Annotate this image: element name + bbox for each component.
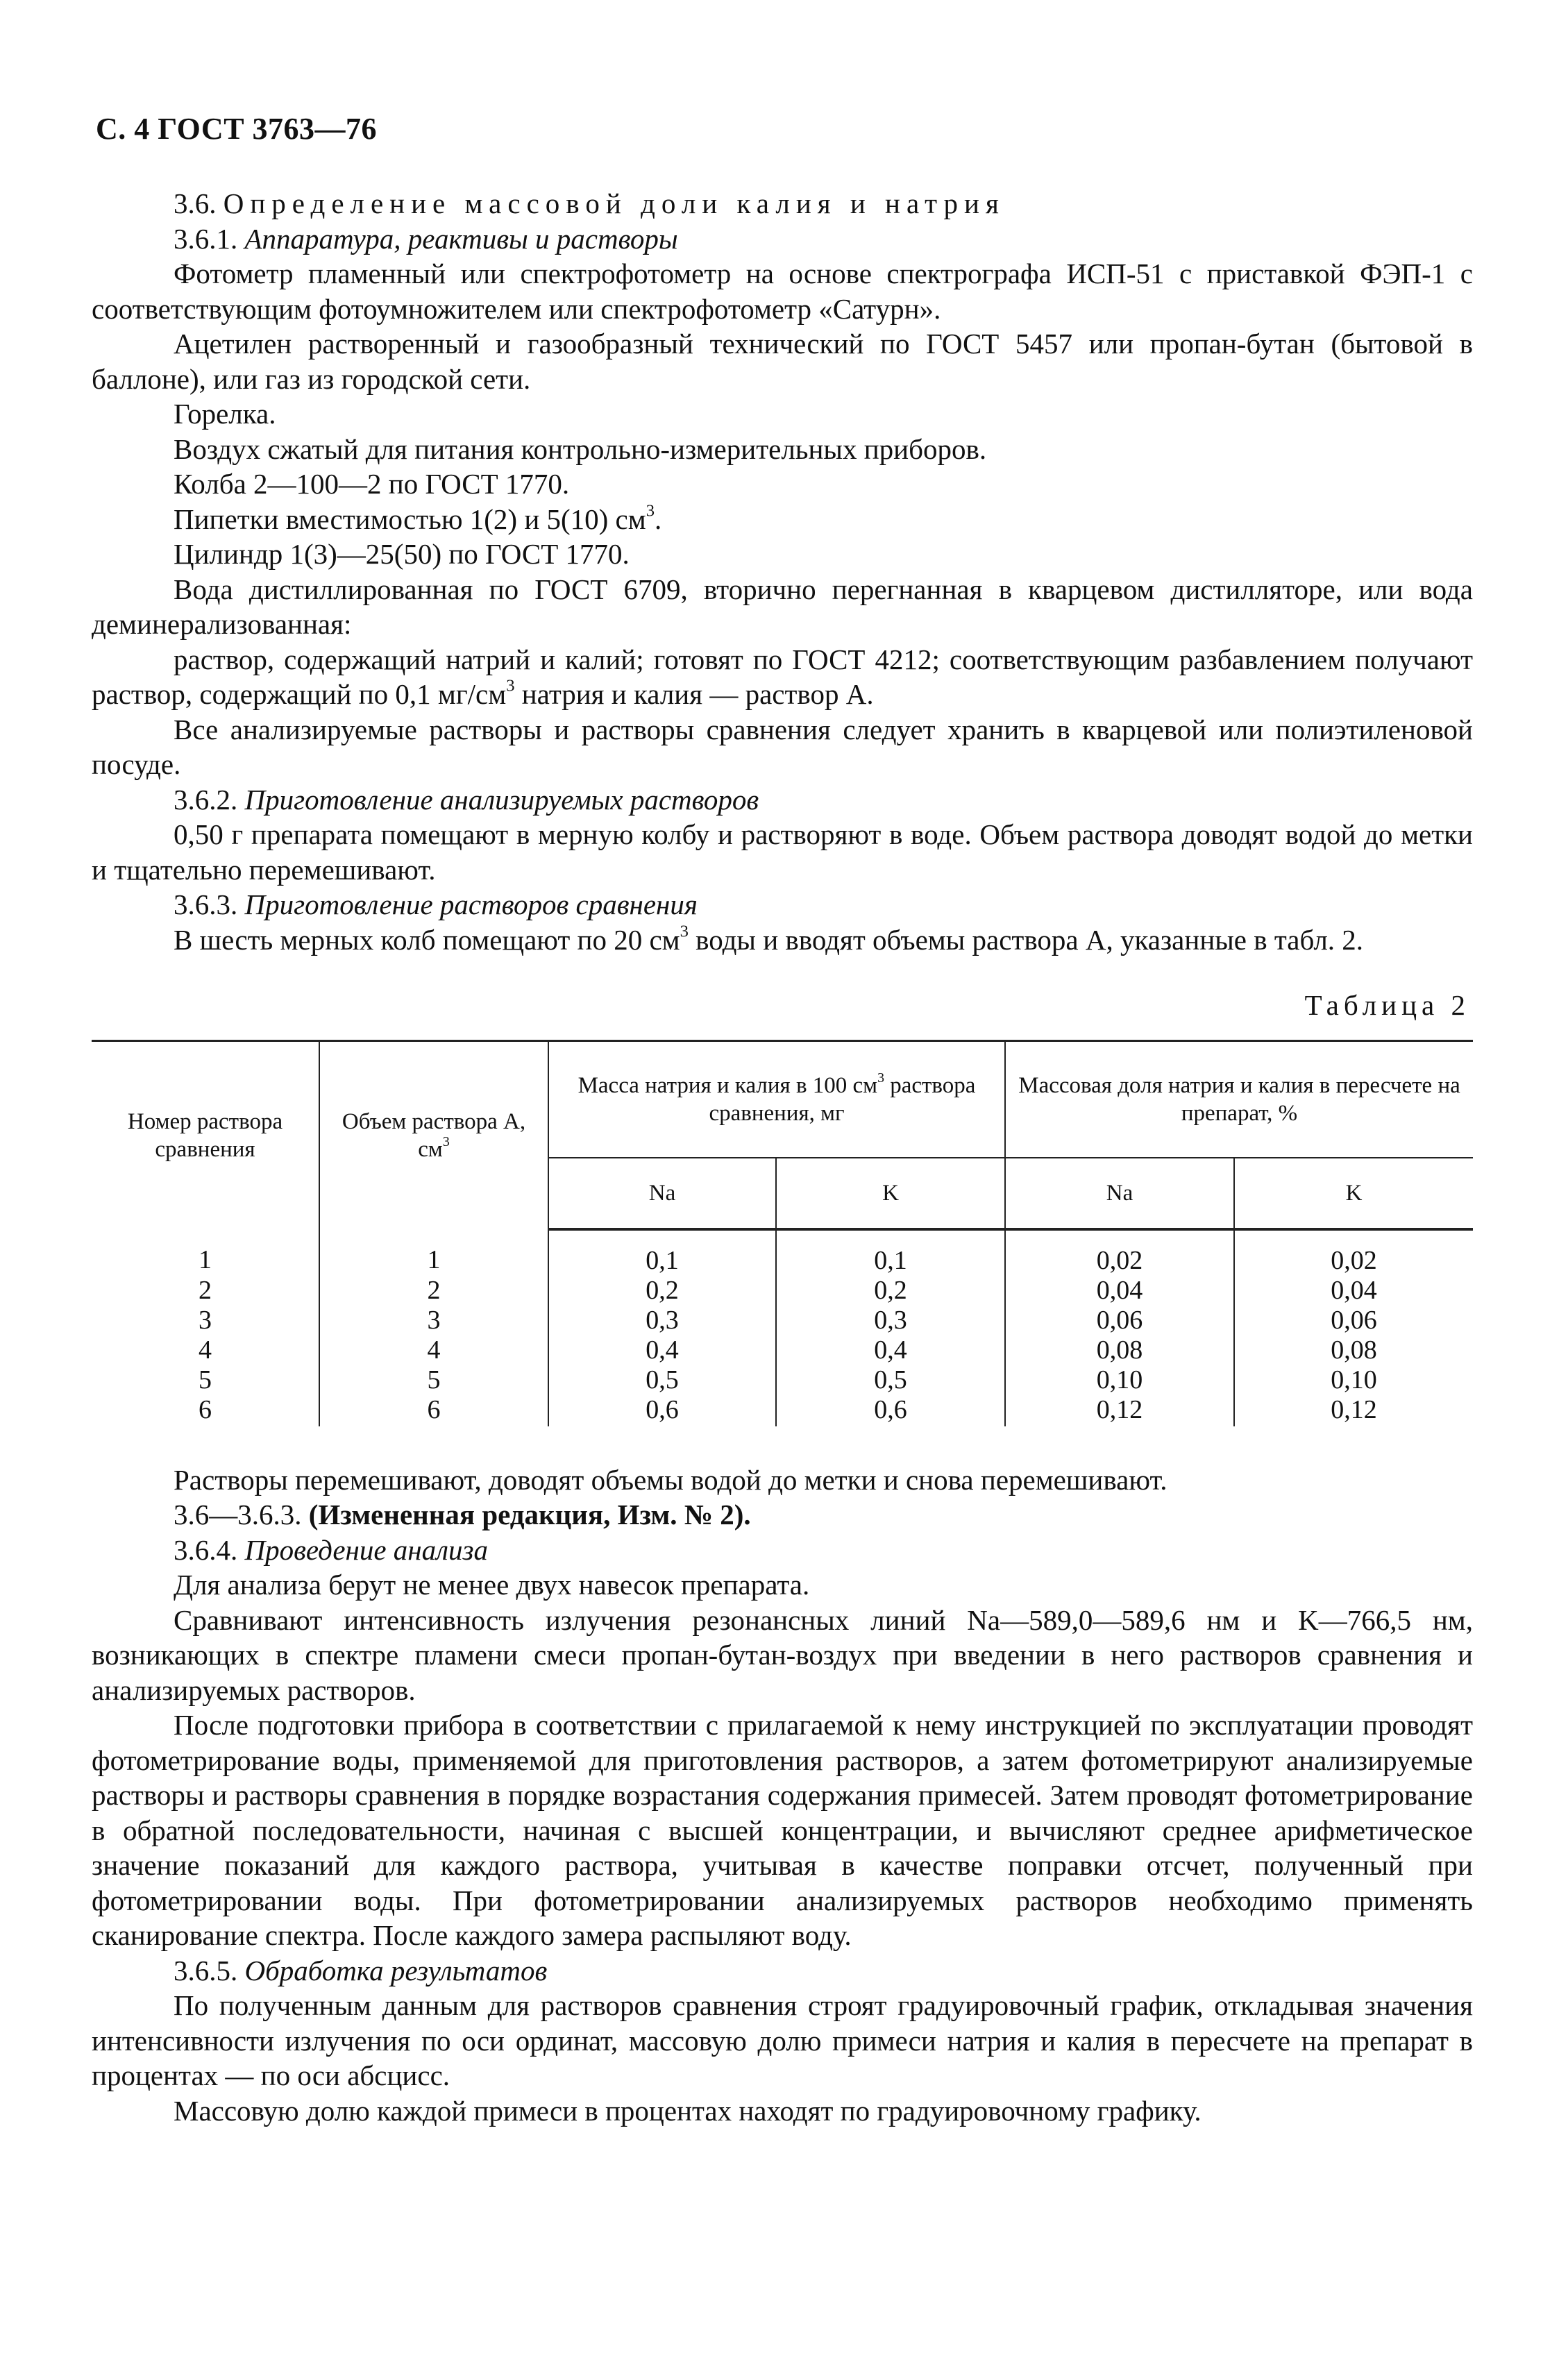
page-header: С. 4 ГОСТ 3763—76 xyxy=(96,112,378,146)
table-row xyxy=(92,1276,1473,1306)
pipettes-text: Пипетки вместимостью 1(2) и 5(10) см xyxy=(174,503,646,535)
edition-note xyxy=(92,1497,1473,1533)
paragraph: Массовую долю каждой примеси в процентах находят по градуировочному графику. xyxy=(174,2094,1202,2127)
col-header-number: Номер раствора сравнения xyxy=(92,1040,319,1229)
paragraph: Для анализа берут не менее двух навесок препарата. xyxy=(174,1569,810,1601)
subsection-heading-3-6-3 xyxy=(92,887,1473,922)
superscript: 3 xyxy=(646,501,655,521)
subsection-title: Приготовление растворов сравнения xyxy=(244,888,698,920)
section-heading xyxy=(92,186,1473,221)
table-cell: 0,04 xyxy=(1005,1276,1234,1306)
paragraph-pipettes xyxy=(92,502,1473,537)
col-header-volume xyxy=(319,1040,548,1229)
section-number: 3.6. xyxy=(174,187,217,219)
col-group-mass-text: Масса натрия и калия в 100 см xyxy=(578,1072,878,1098)
paragraph: Вода дистиллированная по ГОСТ 6709, вторично перегнанная в кварцевом дистилляторе, или вода деминерализованная: xyxy=(92,573,1473,640)
subsection-title: Приготовление анализируемых растворов xyxy=(244,783,759,816)
solution-text: раствор, содержащий натрий и калий; готовят по ГОСТ 4212; соответствующим разбавлением получают раствор, содержащий по 0,1 мг/см xyxy=(92,643,1473,710)
subsection-heading-3-6-2 xyxy=(92,782,1473,818)
table-cell: 0,06 xyxy=(1005,1306,1234,1335)
table-cell: 0,10 xyxy=(1005,1365,1234,1395)
table-cell: 0,2 xyxy=(776,1276,1005,1306)
table-cell: 0,02 xyxy=(1005,1229,1234,1276)
subsection-title: Аппаратура, реактивы и растворы xyxy=(244,222,678,255)
document-body xyxy=(92,186,1473,2128)
table-cell: 2 xyxy=(319,1276,548,1306)
table-cell: 0,6 xyxy=(548,1395,776,1426)
table-cell: 2 xyxy=(199,1275,212,1305)
table-cell: 3 xyxy=(199,1305,212,1335)
superscript: 3 xyxy=(680,922,689,941)
table-cell: 0,1 xyxy=(548,1229,776,1276)
solution-end: натрия и калия — раствор А. xyxy=(514,678,874,710)
paragraph-solution xyxy=(92,642,1473,712)
table-row xyxy=(92,1229,1473,1276)
subsection-number: 3.6.4. xyxy=(174,1533,238,1566)
col-group-fraction: Массовая доля натрия и калия в пересчете на препарат, % xyxy=(1005,1040,1473,1158)
col-header-volume-text: Объем раствора А, см xyxy=(342,1108,526,1162)
table-cell: 0,08 xyxy=(1234,1335,1473,1365)
subsection-number: 3.6.3. xyxy=(174,888,238,920)
superscript: 3 xyxy=(506,676,515,695)
table-header-row xyxy=(92,1040,1473,1158)
table-cell: 0,2 xyxy=(548,1276,776,1306)
paragraph: Колба 2—100—2 по ГОСТ 1770. xyxy=(174,468,570,500)
superscript: 3 xyxy=(442,1133,450,1149)
table-cell: 0,4 xyxy=(548,1335,776,1365)
table-cell: 6 xyxy=(199,1394,212,1424)
table-cell: 0,4 xyxy=(776,1335,1005,1365)
table-row xyxy=(92,1395,1473,1426)
table-row xyxy=(92,1306,1473,1335)
col-group-mass-end: раствора сравнения, мг xyxy=(709,1072,976,1126)
subheader-na: Na xyxy=(548,1158,776,1229)
table-cell: 6 xyxy=(319,1395,548,1426)
table-cell: 0,02 xyxy=(1234,1229,1473,1276)
table-caption: Таблица 2 xyxy=(1304,989,1470,1021)
table-cell: 0,6 xyxy=(776,1395,1005,1426)
table-cell: 0,5 xyxy=(548,1365,776,1395)
table-cell: 0,08 xyxy=(1005,1335,1234,1365)
table-cell: 0,06 xyxy=(1234,1306,1473,1335)
table-cell: 0,3 xyxy=(776,1306,1005,1335)
after-table-block xyxy=(92,1462,1473,2129)
table-row xyxy=(92,1335,1473,1365)
table-cell: 0,04 xyxy=(1234,1276,1473,1306)
table-cell: 0,12 xyxy=(1005,1395,1234,1426)
table-row xyxy=(92,1365,1473,1395)
table-cell: 1 xyxy=(319,1229,548,1276)
subsection-title: Обработка результатов xyxy=(244,1954,548,1987)
edition-prefix: 3.6—3.6.3. xyxy=(174,1499,309,1530)
table-cell: 0,3 xyxy=(548,1306,776,1335)
data-table xyxy=(92,1040,1473,1426)
paragraph: Воздух сжатый для питания контрольно-измерительных приборов. xyxy=(174,432,987,465)
subsection-number: 3.6.1. xyxy=(174,222,238,255)
table-cell: 0,1 xyxy=(776,1229,1005,1276)
edition-bold: (Измененная редакция, Изм. № 2). xyxy=(308,1499,751,1530)
subsection-heading-3-6-4 xyxy=(92,1533,1473,1568)
paragraph: Цилиндр 1(3)—25(50) по ГОСТ 1770. xyxy=(174,538,630,570)
table-cell: 3 xyxy=(319,1306,548,1335)
paragraph: Все анализируемые растворы и растворы сравнения следует хранить в кварцевой или полиэтиленовой посуде. xyxy=(92,713,1473,780)
paragraph: 0,50 г препарата помещают в мерную колбу и растворяют в воде. Объем раствора доводят водой до метки и тщательно перемешивают. xyxy=(92,818,1473,886)
col-group-mass xyxy=(548,1040,1005,1158)
subheader-k: K xyxy=(776,1158,1005,1229)
paragraph: Фотометр пламенный или спектрофотометр на основе спектрографа ИСП-51 с приставкой ФЭП-1 с соответствующим фотоумножителем или спектрофотометр «Сатурн». xyxy=(92,258,1473,325)
paragraph: После подготовки прибора в соответствии с прилагаемой к нему инструкцией по эксплуатации проводят фотометрирование воды, применяемой для приготовления растворов, а затем фотометрируют анализируемые растворы и растворы сравнения в порядке возрастания содержания примесей. Затем проводят фотометрирование в обратной последовательности, начиная с высшей концентрации, и вычисляют среднее арифметическое значение показаний для каждого раствора, учитывая в качестве поправки отсчет, полученный при фотометрировании воды. При фотометрировании анализируемых растворов необходимо применять сканирование спектра. После каждого замера распыляют воду. xyxy=(92,1709,1473,1951)
paragraph: Ацетилен растворенный и газообразный технический по ГОСТ 5457 или пропан-бутан (бытовой в баллоне), или газ из городской сети. xyxy=(92,328,1473,395)
paragraph: По полученным данным для растворов сравнения строят градуировочный график, откладывая значения интенсивности излучения по оси ординат, массовую долю примеси натрия и калия в пересчете на препарат в процентах — по оси абсцисс. xyxy=(92,1989,1473,2091)
section-title: Определение массовой доли калия и натрия xyxy=(223,187,1005,219)
paragraph xyxy=(92,922,1473,958)
table-cell: 4 xyxy=(199,1335,212,1365)
subheader-k: K xyxy=(1234,1158,1473,1229)
subheader-na: Na xyxy=(1005,1158,1234,1229)
table-cell: 4 xyxy=(319,1335,548,1365)
table-cell: 5 xyxy=(199,1365,212,1394)
subsection-title: Проведение анализа xyxy=(244,1533,489,1566)
table-cell: 0,5 xyxy=(776,1365,1005,1395)
paragraph: Растворы перемешивают, доводят объемы водой до метки и снова перемешивают. xyxy=(174,1463,1167,1496)
paragraph: Горелка. xyxy=(174,398,276,430)
subsection-number: 3.6.2. xyxy=(174,783,238,816)
pipettes-end: . xyxy=(655,503,662,535)
paragraph: Сравнивают интенсивность излучения резонансных линий Na—589,0—589,6 нм и K—766,5 нм, возникающих в спектре пламени смеси пропан-бутан-воздух при введении в него растворов сравнения и анализируемых растворов. xyxy=(92,1603,1473,1706)
text: В шесть мерных колб помещают по 20 см xyxy=(174,923,680,956)
table-cell: 0,10 xyxy=(1234,1365,1473,1395)
superscript: 3 xyxy=(877,1070,884,1086)
subsection-heading-3-6-5 xyxy=(92,1953,1473,1989)
table-cell: 5 xyxy=(319,1365,548,1395)
table-cell: 1 xyxy=(199,1245,212,1274)
subsection-number: 3.6.5. xyxy=(174,1954,238,1987)
subsection-heading-3-6-1 xyxy=(92,221,1473,257)
table-cell: 0,12 xyxy=(1234,1395,1473,1426)
text: воды и вводят объемы раствора А, указанные в табл. 2. xyxy=(688,923,1364,956)
